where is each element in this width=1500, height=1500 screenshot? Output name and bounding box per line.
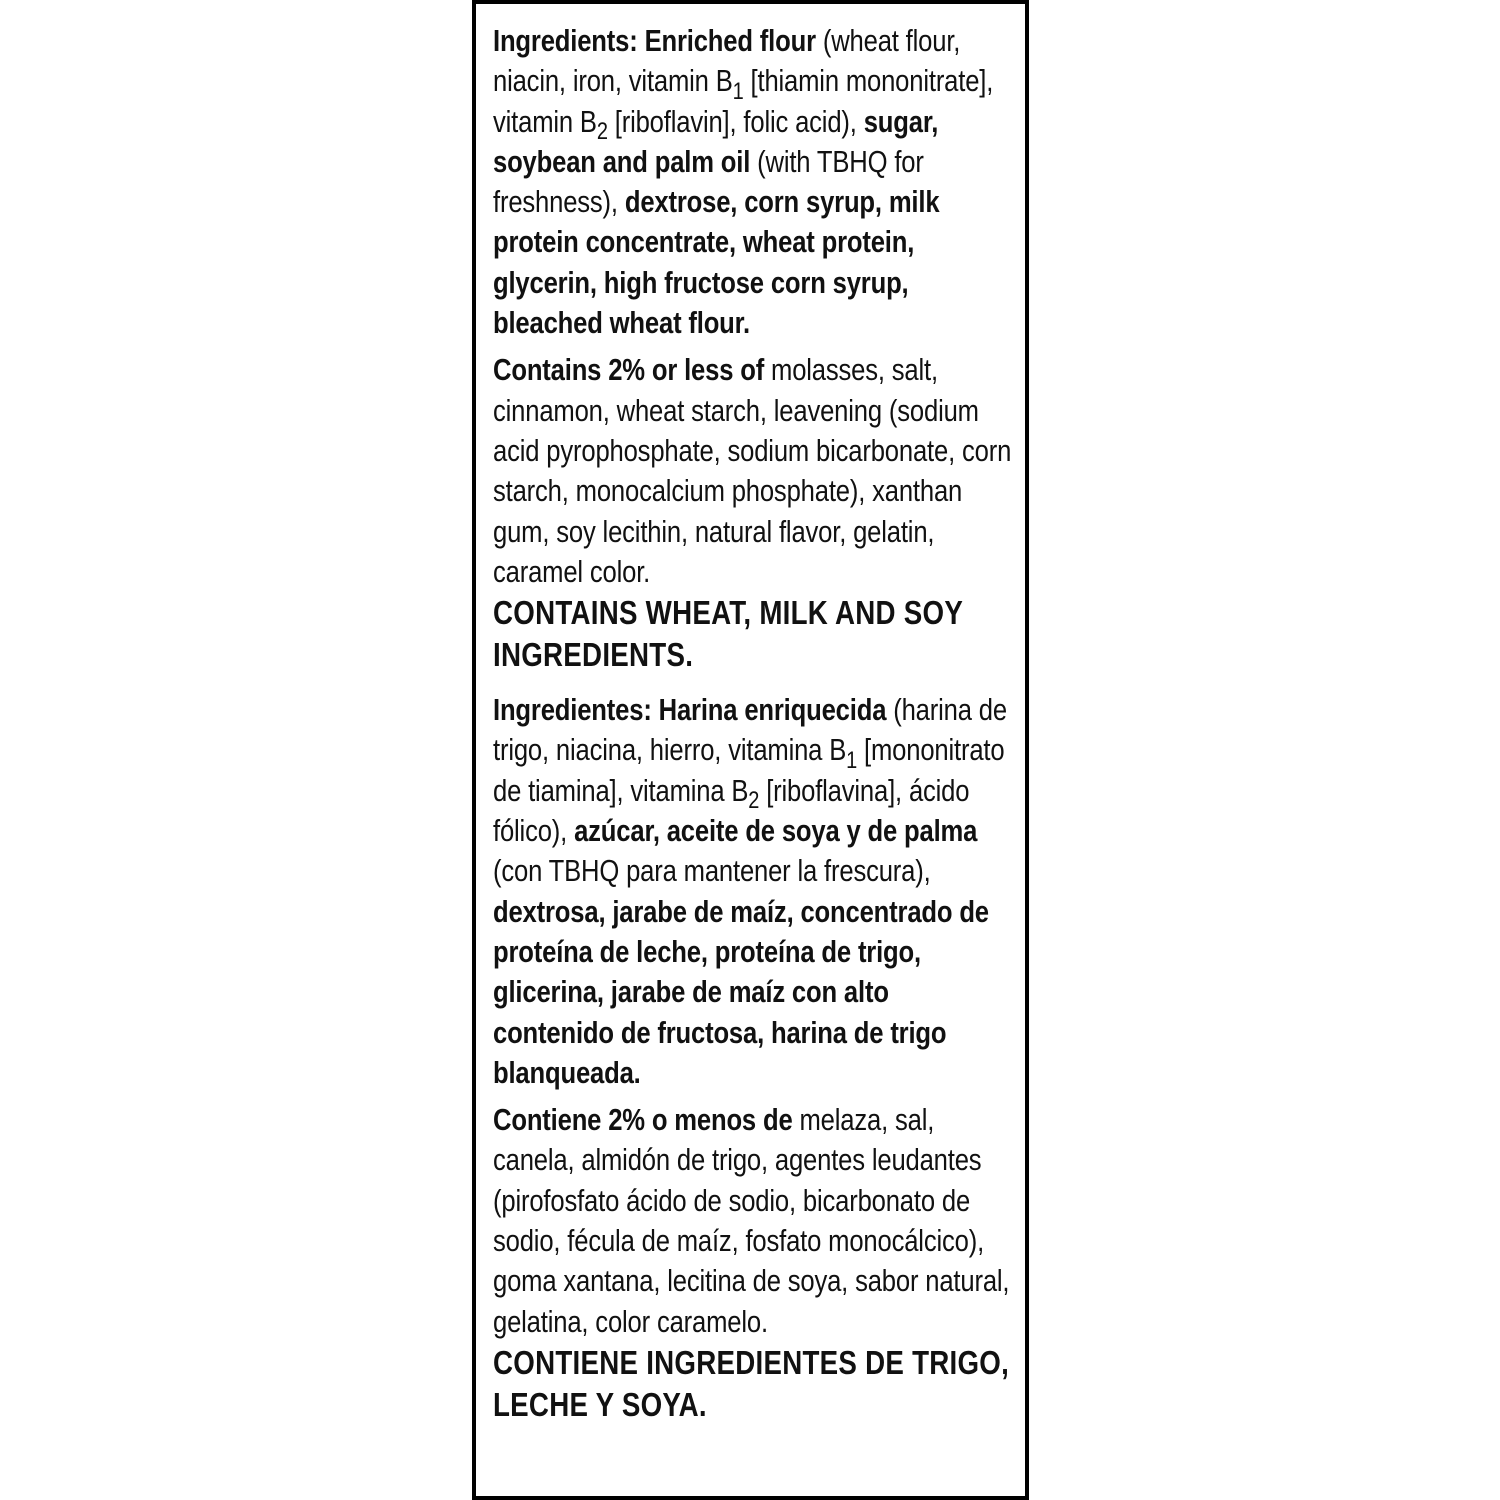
english-oils: sugar, soybean and palm oil	[493, 104, 939, 179]
english-ingredients-rest: dextrose, corn syrup, milk protein concentrate, wheat protein, glycerin, high fructose corn syrup, bleached wheat flour.	[493, 185, 940, 341]
ingredients-text-block	[493, 21, 1014, 1426]
spanish-allergen-statement: CONTIENE INGREDIENTES DE TRIGO, LECHE Y SOYA.	[493, 1343, 1010, 1423]
spanish-flour-detail-1: (harina de trigo, niacina, hierro, vitamina B	[493, 693, 1007, 768]
spanish-vitamin-b1-subscript: 1	[846, 747, 858, 775]
english-flour-detail-2: [thiamin mononitrate], vitamin B	[493, 64, 994, 139]
spanish-oils-detail: (con TBHQ para mantener la frescura),	[493, 854, 931, 889]
spanish-oils: azúcar, aceite de soya y de palma	[574, 814, 978, 849]
english-flour-detail-3: [riboflavin], folic acid),	[614, 104, 857, 139]
english-ingredients-paragraph	[493, 21, 1014, 343]
english-flour-detail-1: (wheat flour, niacin, iron, vitamin B	[493, 24, 961, 99]
spanish-contains-less-paragraph	[493, 1100, 1014, 1342]
english-allergen-statement: CONTAINS WHEAT, MILK AND SOY INGREDIENTS.	[493, 594, 963, 674]
spanish-ingredients-rest: dextrosa, jarabe de maíz, concentrado de proteína de leche, proteína de trigo, glicerina, jarabe de maíz con alto contenido de fructosa, harina de trigo blanqueada.	[493, 894, 989, 1090]
english-vitamin-b2-subscript: 2	[596, 118, 608, 146]
spanish-contains-less-text: melaza, sal, canela, almidón de trigo, agentes leudantes (pirofosfato ácido de sodio, bicarbonato de sodio, fécula de maíz, fosfato monocálcico), goma xantana, lecitina de soya, sabor natural, gelatina, color caramelo.	[493, 1103, 1010, 1339]
english-contains-less-heading: Contains 2% or less of	[493, 353, 765, 388]
spanish-enriched-flour: Harina enriquecida	[658, 693, 887, 728]
spanish-flour-detail-3: [riboflavina], ácido fólico),	[493, 773, 970, 849]
spanish-flour-detail-2: [mononitrato de tiamina], vitamina B	[493, 733, 1005, 808]
english-oils-detail: (with TBHQ for freshness),	[493, 144, 924, 220]
english-contains-less-text: molasses, salt, cinnamon, wheat starch, leavening (sodium acid pyrophosphate, sodium bicarbonate, corn starch, monocalcium phosphate), xanthan gum, soy lecithin, natural flavor, gelatin, caramel color.	[493, 353, 1012, 589]
english-ingredients-heading: Ingredients:	[493, 24, 638, 58]
english-contains-less-paragraph	[493, 350, 1014, 592]
spanish-ingredients-paragraph	[493, 690, 1014, 1093]
english-vitamin-b1-subscript: 1	[732, 77, 744, 105]
spanish-vitamin-b2-subscript: 2	[748, 787, 760, 815]
english-enriched-flour: Enriched flour	[644, 24, 816, 58]
spanish-contains-less-heading: Contiene 2% o menos de	[493, 1103, 793, 1138]
ingredients-label-panel	[472, 0, 1029, 1500]
spanish-ingredients-heading: Ingredientes:	[493, 693, 652, 728]
